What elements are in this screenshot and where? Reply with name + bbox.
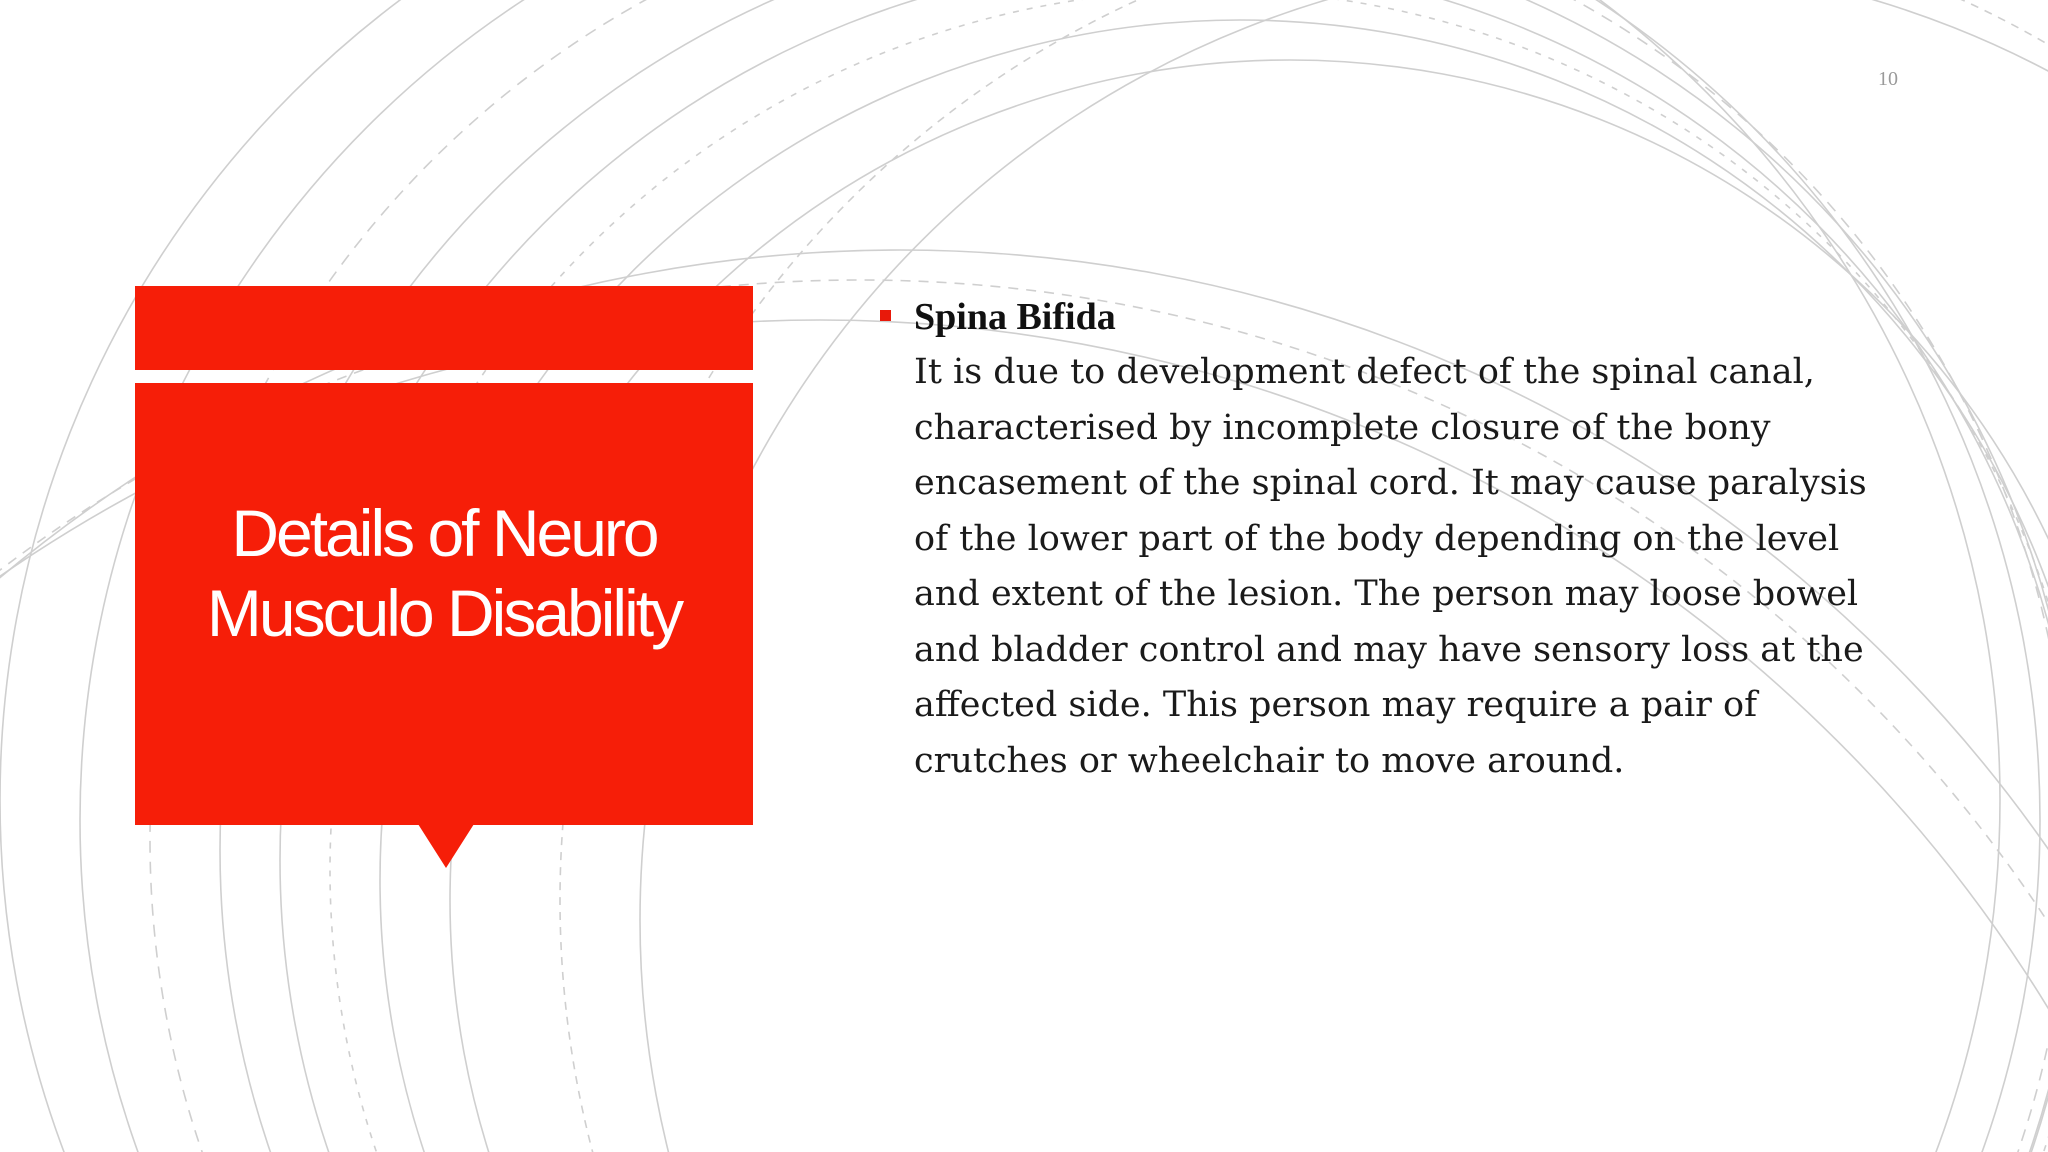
slide-title: Details of Neuro Musculo Disability: [206, 496, 682, 650]
item-description: It is due to development defect of the spinal canal, characterised by incomplete closure of the bony encasement of the spinal cord. It may cause paralysis of the lower part of the body depending on the level and extent of the lesion. The person may loose bowel and bladder control and may have sensory loss at the affected side. This person may require a pair of crutches or wheelchair to move around.: [914, 352, 1867, 781]
title-accent-bar: [135, 286, 753, 370]
slide-number: 10: [1878, 68, 1898, 90]
title-callout-pointer: [418, 824, 474, 868]
square-bullet-icon: [880, 310, 891, 321]
item-heading: Spina Bifida: [914, 296, 1116, 338]
list-item: [880, 290, 1890, 789]
content-area: [880, 290, 1890, 789]
title-box: [135, 383, 753, 825]
